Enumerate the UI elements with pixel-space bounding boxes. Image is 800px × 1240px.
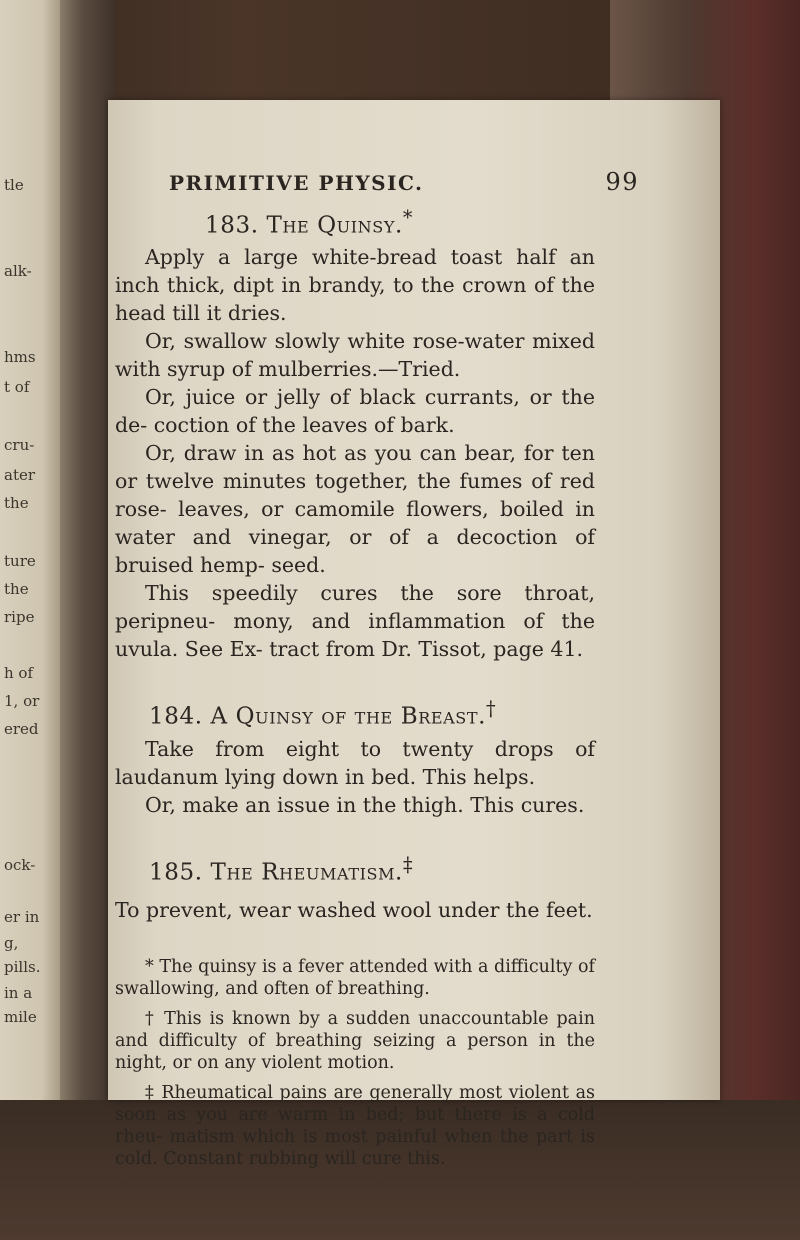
margin-fragment: ture <box>4 552 36 570</box>
margin-fragment: 1, or <box>4 692 40 710</box>
paragraph: Take from eight to twenty drops of laudanum lying down in bed. This helps. <box>115 737 595 790</box>
margin-fragment: er in <box>4 908 40 926</box>
margin-fragment: ater <box>4 466 36 484</box>
page-content <box>115 168 639 1178</box>
margin-fragment: the <box>4 494 29 512</box>
footnote: * The quinsy is a fever attended with a difficulty of swallowing, and often of breathing. <box>115 956 595 999</box>
margin-fragment: hms <box>4 348 36 366</box>
paragraph: Or, juice or jelly of black currants, or the de- coction of the leaves of bark. <box>115 384 595 437</box>
previous-page-edge <box>0 0 60 1240</box>
footnote: ‡ Rheumatical pains are generally most violent as soon as you are warm in bed; but there is a cold rheu- matism which is most painful when the part is cold. Constant rubbing will cure this. <box>115 1082 595 1169</box>
margin-fragment: h of <box>4 664 34 682</box>
margin-fragment: alk- <box>4 262 32 280</box>
running-title: PRIMITIVE PHYSIC. <box>169 171 424 195</box>
footnote: † This is known by a sudden unaccountable pain and difficulty of breathing seizing a person in the night, or on any violent motion. <box>115 1008 595 1073</box>
margin-fragment: ripe <box>4 608 35 626</box>
section-heading: 185. The Rheumatism.‡ <box>149 853 414 886</box>
paragraph: Apply a large white-bread toast half an inch thick, dipt in brandy, to the crown of the head till it dries. <box>115 244 595 325</box>
paragraph: Or, swallow slowly white rose-water mixed with syrup of mulberries.—Tried. <box>115 328 595 381</box>
running-head <box>169 168 639 196</box>
margin-fragment: g, <box>4 934 19 952</box>
margin-fragment: mile <box>4 1008 37 1026</box>
paragraph: Or, draw in as hot as you can bear, for ten or twelve minutes together, the fumes of red rose- leaves, or camomile flowers, boiled in water and vinegar, or of a decoction of bruised hemp- seed. <box>115 440 595 577</box>
section-heading: 184. A Quinsy of the Breast.† <box>149 696 497 730</box>
page-number: 99 <box>605 168 639 196</box>
section-heading: 183. The Quinsy.* <box>205 206 414 239</box>
footnotes <box>115 956 595 1170</box>
book-gutter <box>60 0 115 1240</box>
margin-fragment: t of <box>4 378 30 396</box>
margin-fragment: in a <box>4 984 33 1002</box>
margin-fragment: cru- <box>4 436 35 454</box>
margin-fragment: tle <box>4 176 24 194</box>
paragraph: This speedily cures the sore throat, peripneu- mony, and inflammation of the uvula. See Ex- tract from Dr. Tissot, page 41. <box>115 580 595 661</box>
margin-fragment: pills. <box>4 958 41 976</box>
margin-fragment: the <box>4 580 29 598</box>
paragraph: Or, make an issue in the thigh. This cures. <box>145 793 585 818</box>
margin-fragment: ered <box>4 720 39 738</box>
paragraph: To prevent, wear washed wool under the feet. <box>115 897 593 922</box>
margin-fragment: ock- <box>4 856 36 874</box>
